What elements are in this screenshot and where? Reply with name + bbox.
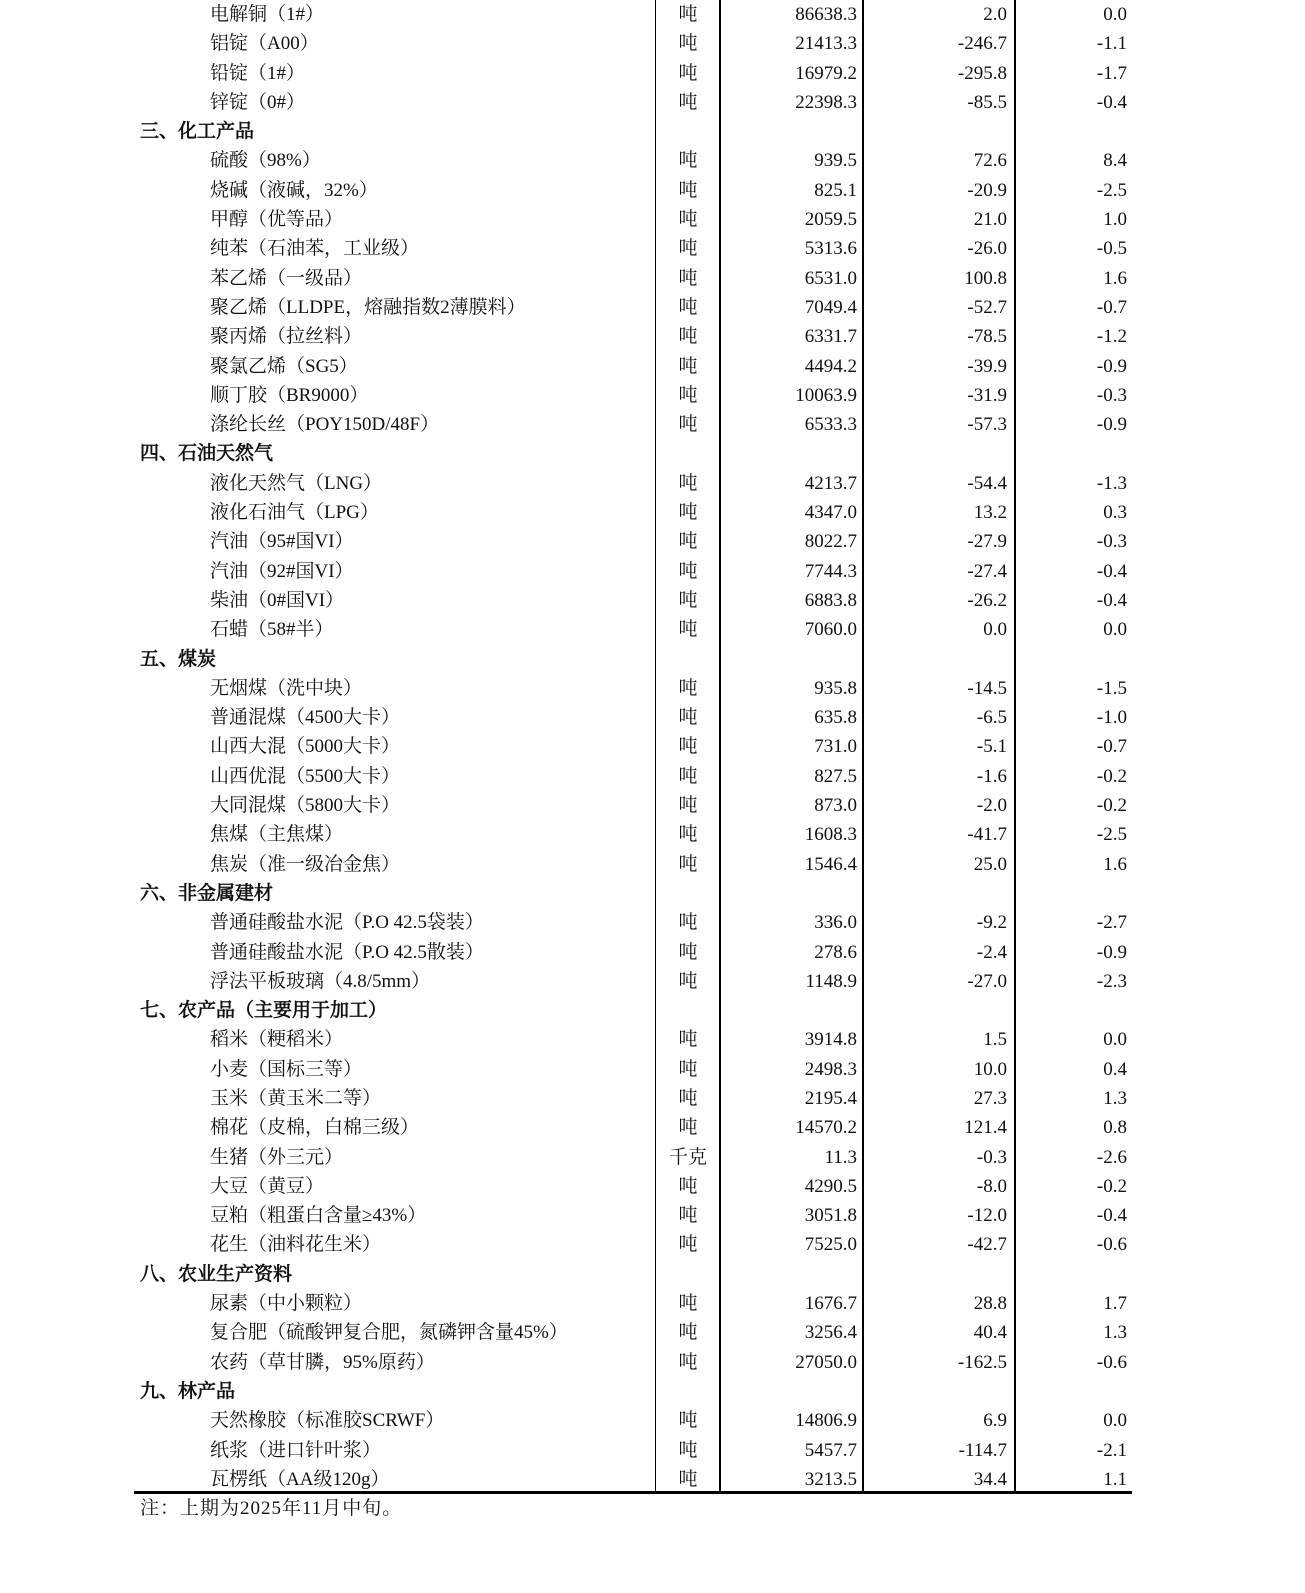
price-cell: 4213.7: [804, 472, 857, 494]
section-header-row: [134, 879, 1132, 908]
change-percent-cell: 1.7: [1103, 1293, 1127, 1315]
column-divider-price: [719, 0, 721, 1493]
change-amount-cell: -2.4: [976, 941, 1007, 963]
change-amount-cell: -42.7: [967, 1234, 1007, 1256]
change-amount-cell: -114.7: [958, 1439, 1007, 1461]
product-name: 复合肥（硫酸钾复合肥，氮磷钾含量45%）: [210, 1322, 568, 1344]
unit-cell: 吨: [678, 33, 698, 55]
price-cell: 7049.4: [804, 296, 857, 318]
change-amount-cell: -39.9: [967, 355, 1007, 377]
product-name: 柴油（0#国VI）: [210, 589, 345, 611]
change-amount-cell: 2.0: [983, 4, 1007, 25]
product-name: 聚丙烯（拉丝料）: [210, 326, 363, 348]
change-percent-cell: -0.7: [1096, 736, 1127, 758]
change-amount-cell: -8.0: [976, 1175, 1007, 1197]
change-amount-cell: 6.9: [983, 1410, 1007, 1432]
table-row: [134, 908, 1132, 937]
change-amount-cell: -26.2: [967, 589, 1007, 611]
table-row: [134, 938, 1132, 967]
table-row: [134, 293, 1132, 322]
product-name: 电解铜（1#）: [210, 4, 325, 25]
unit-cell: 吨: [678, 267, 698, 289]
change-amount-cell: -9.2: [976, 912, 1007, 934]
unit-cell: 吨: [678, 795, 698, 817]
change-amount-cell: -78.5: [967, 326, 1007, 348]
unit-cell: 吨: [678, 1087, 698, 1109]
product-name: 涤纶长丝（POY150D/48F）: [210, 414, 440, 436]
section-title: 八、农业生产资料: [140, 1263, 293, 1285]
unit-cell: 吨: [678, 1293, 698, 1315]
unit-cell: 吨: [678, 824, 698, 846]
price-cell: 2498.3: [804, 1058, 857, 1080]
unit-cell: 吨: [678, 355, 698, 377]
change-amount-cell: -27.9: [967, 531, 1007, 553]
product-name: 尿素（中小颗粒）: [210, 1293, 363, 1315]
change-percent-cell: -1.1: [1096, 33, 1127, 55]
table-row: [134, 205, 1132, 234]
price-cell: 4494.2: [804, 355, 857, 377]
unit-cell: 吨: [678, 1205, 698, 1227]
table-row: [134, 703, 1132, 732]
change-percent-cell: -0.4: [1096, 589, 1127, 611]
change-percent-cell: -0.4: [1096, 91, 1127, 113]
table-row: [134, 762, 1132, 791]
unit-cell: 吨: [678, 326, 698, 348]
table-row: [134, 0, 1132, 29]
unit-cell: 吨: [678, 1234, 698, 1256]
change-percent-cell: 1.1: [1103, 1468, 1127, 1490]
table-row: [134, 146, 1132, 175]
table-row: [134, 791, 1132, 820]
price-cell: 2195.4: [804, 1087, 857, 1109]
table-row: [134, 1318, 1132, 1347]
product-name: 生猪（外三元）: [210, 1146, 344, 1168]
table-row: [134, 29, 1132, 58]
product-name: 汽油（92#国VI）: [210, 560, 354, 582]
table-row: [134, 1406, 1132, 1435]
change-percent-cell: -2.5: [1096, 179, 1127, 201]
price-cell: 1546.4: [804, 853, 857, 875]
change-percent-cell: 1.6: [1103, 853, 1127, 875]
change-amount-cell: -5.1: [976, 736, 1007, 758]
unit-cell: 吨: [678, 531, 698, 553]
change-amount-cell: -12.0: [967, 1205, 1007, 1227]
price-cell: 7744.3: [804, 560, 857, 582]
price-cell: 827.5: [814, 765, 857, 787]
unit-cell: 千克: [668, 1146, 707, 1168]
table-row: [134, 498, 1132, 527]
change-amount-cell: 28.8: [973, 1293, 1007, 1315]
change-percent-cell: -1.3: [1096, 472, 1127, 494]
price-table: [134, 0, 1132, 1494]
unit-cell: 吨: [678, 1468, 698, 1490]
change-percent-cell: 0.8: [1103, 1117, 1127, 1139]
change-percent-cell: -0.9: [1096, 414, 1127, 436]
price-cell: 3256.4: [804, 1322, 857, 1344]
price-cell: 5313.6: [804, 238, 857, 260]
price-cell: 22398.3: [795, 91, 857, 113]
change-amount-cell: 100.8: [964, 267, 1007, 289]
price-cell: 3914.8: [804, 1029, 857, 1051]
section-title: 四、石油天然气: [140, 443, 274, 465]
unit-cell: 吨: [678, 853, 698, 875]
unit-cell: 吨: [678, 296, 698, 318]
section-header-row: [134, 996, 1132, 1025]
change-amount-cell: 13.2: [973, 502, 1007, 524]
unit-cell: 吨: [678, 589, 698, 611]
unit-cell: 吨: [678, 970, 698, 992]
change-percent-cell: 0.0: [1103, 1029, 1127, 1051]
price-cell: 3213.5: [804, 1468, 857, 1490]
table-row: [134, 557, 1132, 586]
unit-cell: 吨: [678, 209, 698, 231]
product-name: 浮法平板玻璃（4.8/5mm）: [210, 970, 431, 992]
change-amount-cell: -85.5: [967, 91, 1007, 113]
unit-cell: 吨: [678, 150, 698, 172]
product-name: 普通混煤（4500大卡）: [210, 707, 401, 729]
price-cell: 825.1: [814, 179, 857, 201]
table-row: [134, 264, 1132, 293]
price-cell: 10063.9: [795, 384, 857, 406]
table-row: [134, 410, 1132, 439]
product-name: 山西优混（5500大卡）: [210, 765, 401, 787]
price-cell: 731.0: [814, 736, 857, 758]
product-name: 甲醇（优等品）: [210, 209, 344, 231]
change-amount-cell: -14.5: [967, 677, 1007, 699]
price-cell: 16979.2: [795, 62, 857, 84]
unit-cell: 吨: [678, 619, 698, 641]
unit-cell: 吨: [678, 1439, 698, 1461]
price-cell: 14570.2: [795, 1117, 857, 1139]
table-row: [134, 850, 1132, 879]
product-name: 农药（草甘膦，95%原药）: [210, 1351, 435, 1373]
change-amount-cell: 34.4: [973, 1468, 1007, 1490]
price-cell: 11.3: [824, 1146, 857, 1168]
table-row: [134, 586, 1132, 615]
table-row: [134, 469, 1132, 498]
price-cell: 635.8: [814, 707, 857, 729]
unit-cell: 吨: [678, 4, 698, 25]
footnote: 注：上期为2025年11月中旬。: [140, 1498, 403, 1519]
column-divider-change: [862, 0, 864, 1493]
change-percent-cell: -0.6: [1096, 1351, 1127, 1373]
change-amount-cell: -41.7: [967, 824, 1007, 846]
change-amount-cell: -295.8: [957, 62, 1007, 84]
table-row: [134, 1172, 1132, 1201]
table-row: [134, 88, 1132, 117]
price-cell: 14806.9: [795, 1410, 857, 1432]
table-row: [134, 1465, 1132, 1494]
product-name: 普通硅酸盐水泥（P.O 42.5袋装）: [210, 912, 484, 934]
price-cell: 3051.8: [804, 1205, 857, 1227]
price-cell: 5457.7: [804, 1439, 857, 1461]
change-percent-cell: 0.4: [1103, 1058, 1127, 1080]
price-cell: 8022.7: [804, 531, 857, 553]
unit-cell: 吨: [678, 384, 698, 406]
change-percent-cell: 0.3: [1103, 502, 1127, 524]
change-percent-cell: -0.4: [1096, 1205, 1127, 1227]
price-cell: 21413.3: [795, 33, 857, 55]
unit-cell: 吨: [678, 707, 698, 729]
price-cell: 278.6: [814, 941, 857, 963]
product-name: 烧碱（液碱，32%）: [210, 179, 378, 201]
change-amount-cell: 40.4: [973, 1322, 1007, 1344]
section-title: 七、农产品（主要用于加工）: [140, 1000, 388, 1022]
change-percent-cell: -0.7: [1096, 296, 1127, 318]
table-row: [134, 59, 1132, 88]
change-amount-cell: -20.9: [967, 179, 1007, 201]
change-amount-cell: -2.0: [976, 795, 1007, 817]
section-header-row: [134, 645, 1132, 674]
table-row: [134, 352, 1132, 381]
change-percent-cell: -1.5: [1096, 677, 1127, 699]
product-name: 聚氯乙烯（SG5）: [210, 355, 358, 377]
price-cell: 4347.0: [804, 502, 857, 524]
unit-cell: 吨: [678, 912, 698, 934]
table-row: [134, 1055, 1132, 1084]
product-name: 锌锭（0#）: [210, 91, 306, 113]
change-amount-cell: -1.6: [976, 765, 1007, 787]
change-percent-cell: 0.0: [1103, 4, 1127, 25]
unit-cell: 吨: [678, 765, 698, 787]
change-percent-cell: -1.0: [1096, 707, 1127, 729]
change-percent-cell: -0.2: [1096, 1175, 1127, 1197]
change-percent-cell: -0.9: [1096, 941, 1127, 963]
change-amount-cell: -26.0: [967, 238, 1007, 260]
product-name: 苯乙烯（一级品）: [210, 267, 363, 289]
change-percent-cell: 0.0: [1103, 619, 1127, 641]
unit-cell: 吨: [678, 179, 698, 201]
table-row: [134, 527, 1132, 556]
change-amount-cell: 121.4: [964, 1117, 1007, 1139]
section-title: 三、化工产品: [140, 121, 255, 143]
unit-cell: 吨: [678, 1175, 698, 1197]
change-amount-cell: -52.7: [967, 296, 1007, 318]
product-name: 山西大混（5000大卡）: [210, 736, 401, 758]
change-percent-cell: -0.4: [1096, 560, 1127, 582]
table-row: [134, 322, 1132, 351]
change-percent-cell: -0.3: [1096, 384, 1127, 406]
product-name: 纯苯（石油苯，工业级）: [210, 238, 420, 260]
product-name: 纸浆（进口针叶浆）: [210, 1439, 382, 1461]
price-cell: 873.0: [814, 795, 857, 817]
unit-cell: 吨: [678, 238, 698, 260]
product-name: 棉花（皮棉，白棉三级）: [210, 1117, 420, 1139]
change-percent-cell: -2.7: [1096, 912, 1127, 934]
change-amount-cell: -57.3: [967, 414, 1007, 436]
unit-cell: 吨: [678, 941, 698, 963]
price-cell: 336.0: [814, 912, 857, 934]
product-name: 豆粕（粗蛋白含量≥43%）: [210, 1205, 427, 1227]
change-amount-cell: 0.0: [983, 619, 1007, 641]
product-name: 大同混煤（5800大卡）: [210, 795, 401, 817]
product-name: 铅锭（1#）: [210, 62, 306, 84]
product-name: 玉米（黄玉米二等）: [210, 1087, 382, 1109]
product-name: 小麦（国标三等）: [210, 1058, 363, 1080]
product-name: 普通硅酸盐水泥（P.O 42.5散装）: [210, 941, 484, 963]
change-amount-cell: -6.5: [976, 707, 1007, 729]
table-row: [134, 1143, 1132, 1172]
product-name: 无烟煤（洗中块）: [210, 677, 363, 699]
column-divider-pct: [1014, 0, 1016, 1493]
change-amount-cell: -0.3: [976, 1146, 1007, 1168]
table-row: [134, 674, 1132, 703]
table-row: [134, 967, 1132, 996]
unit-cell: 吨: [678, 1322, 698, 1344]
change-percent-cell: 1.6: [1103, 267, 1127, 289]
table-row: [134, 176, 1132, 205]
product-name: 顺丁胶（BR9000）: [210, 384, 369, 406]
unit-cell: 吨: [678, 502, 698, 524]
change-percent-cell: -0.6: [1096, 1234, 1127, 1256]
price-cell: 6883.8: [804, 589, 857, 611]
price-cell: 7060.0: [804, 619, 857, 641]
product-name: 液化石油气（LPG）: [210, 502, 379, 524]
change-amount-cell: 21.0: [973, 209, 1007, 231]
product-name: 硫酸（98%）: [210, 150, 321, 172]
section-header-row: [134, 117, 1132, 146]
change-percent-cell: -1.7: [1096, 62, 1127, 84]
change-percent-cell: 1.3: [1103, 1087, 1127, 1109]
product-name: 液化天然气（LNG）: [210, 472, 383, 494]
unit-cell: 吨: [678, 414, 698, 436]
change-percent-cell: -2.5: [1096, 824, 1127, 846]
section-title: 五、煤炭: [140, 648, 217, 670]
unit-cell: 吨: [678, 91, 698, 113]
price-cell: 7525.0: [804, 1234, 857, 1256]
table-row: [134, 1084, 1132, 1113]
table-row: [134, 1025, 1132, 1054]
change-amount-cell: -27.4: [967, 560, 1007, 582]
change-percent-cell: 0.0: [1103, 1410, 1127, 1432]
change-percent-cell: -0.2: [1096, 795, 1127, 817]
change-amount-cell: 27.3: [973, 1087, 1007, 1109]
unit-cell: 吨: [678, 472, 698, 494]
change-amount-cell: -246.7: [957, 33, 1007, 55]
product-name: 焦炭（准一级冶金焦）: [210, 853, 401, 875]
price-cell: 6331.7: [804, 326, 857, 348]
table-row: [134, 381, 1132, 410]
price-cell: 1676.7: [804, 1293, 857, 1315]
table-row: [134, 1348, 1132, 1377]
unit-cell: 吨: [678, 1029, 698, 1051]
section-header-row: [134, 1377, 1132, 1406]
section-title: 六、非金属建材: [140, 882, 274, 904]
price-cell: 27050.0: [795, 1351, 857, 1373]
unit-cell: 吨: [678, 1117, 698, 1139]
table-row: [134, 1230, 1132, 1259]
change-amount-cell: 1.5: [983, 1029, 1007, 1051]
unit-cell: 吨: [678, 736, 698, 758]
change-amount-cell: -31.9: [967, 384, 1007, 406]
price-cell: 6531.0: [804, 267, 857, 289]
table-row: [134, 732, 1132, 761]
change-amount-cell: -54.4: [967, 472, 1007, 494]
change-percent-cell: -2.3: [1096, 970, 1127, 992]
price-cell: 1148.9: [805, 970, 857, 992]
change-amount-cell: -162.5: [957, 1351, 1007, 1373]
section-header-row: [134, 1260, 1132, 1289]
change-percent-cell: -0.3: [1096, 531, 1127, 553]
table-bottom-rule: [134, 1491, 1132, 1494]
unit-cell: 吨: [678, 62, 698, 84]
product-name: 聚乙烯（LLDPE，熔融指数2薄膜料）: [210, 296, 526, 318]
table-row: [134, 1113, 1132, 1142]
product-name: 石蜡（58#半）: [210, 619, 334, 641]
table-row: [134, 1436, 1132, 1465]
price-cell: 935.8: [814, 677, 857, 699]
price-cell: 4290.5: [804, 1175, 857, 1197]
unit-cell: 吨: [678, 1410, 698, 1432]
unit-cell: 吨: [678, 1351, 698, 1373]
change-percent-cell: -2.6: [1096, 1146, 1127, 1168]
price-cell: 86638.3: [795, 4, 857, 25]
product-name: 花生（油料花生米）: [210, 1234, 382, 1256]
change-amount-cell: 72.6: [973, 150, 1007, 172]
table-row: [134, 234, 1132, 263]
change-percent-cell: -0.9: [1096, 355, 1127, 377]
change-percent-cell: 8.4: [1103, 150, 1127, 172]
change-amount-cell: 10.0: [973, 1058, 1007, 1080]
price-cell: 2059.5: [804, 209, 857, 231]
section-title: 九、林产品: [140, 1380, 236, 1402]
price-cell: 939.5: [814, 150, 857, 172]
change-percent-cell: 1.0: [1103, 209, 1127, 231]
unit-cell: 吨: [678, 560, 698, 582]
price-cell: 6533.3: [804, 414, 857, 436]
unit-cell: 吨: [678, 1058, 698, 1080]
column-divider-unit: [655, 0, 656, 1493]
product-name: 铝锭（A00）: [210, 33, 319, 55]
change-percent-cell: 1.3: [1103, 1322, 1127, 1344]
product-name: 天然橡胶（标准胶SCRWF）: [210, 1410, 445, 1432]
product-name: 瓦楞纸（AA级120g）: [210, 1468, 390, 1490]
product-name: 汽油（95#国VI）: [210, 531, 354, 553]
table-row: [134, 615, 1132, 644]
change-percent-cell: -1.2: [1096, 326, 1127, 348]
change-amount-cell: -27.0: [967, 970, 1007, 992]
table-row: [134, 820, 1132, 849]
price-cell: 1608.3: [804, 824, 857, 846]
section-header-row: [134, 439, 1132, 468]
product-name: 大豆（黄豆）: [210, 1175, 325, 1197]
unit-cell: 吨: [678, 677, 698, 699]
change-percent-cell: -0.5: [1096, 238, 1127, 260]
change-percent-cell: -2.1: [1096, 1439, 1127, 1461]
product-name: 稻米（粳稻米）: [210, 1029, 344, 1051]
change-percent-cell: -0.2: [1096, 765, 1127, 787]
table-row: [134, 1289, 1132, 1318]
table-row: [134, 1201, 1132, 1230]
change-amount-cell: 25.0: [973, 853, 1007, 875]
product-name: 焦煤（主焦煤）: [210, 824, 344, 846]
